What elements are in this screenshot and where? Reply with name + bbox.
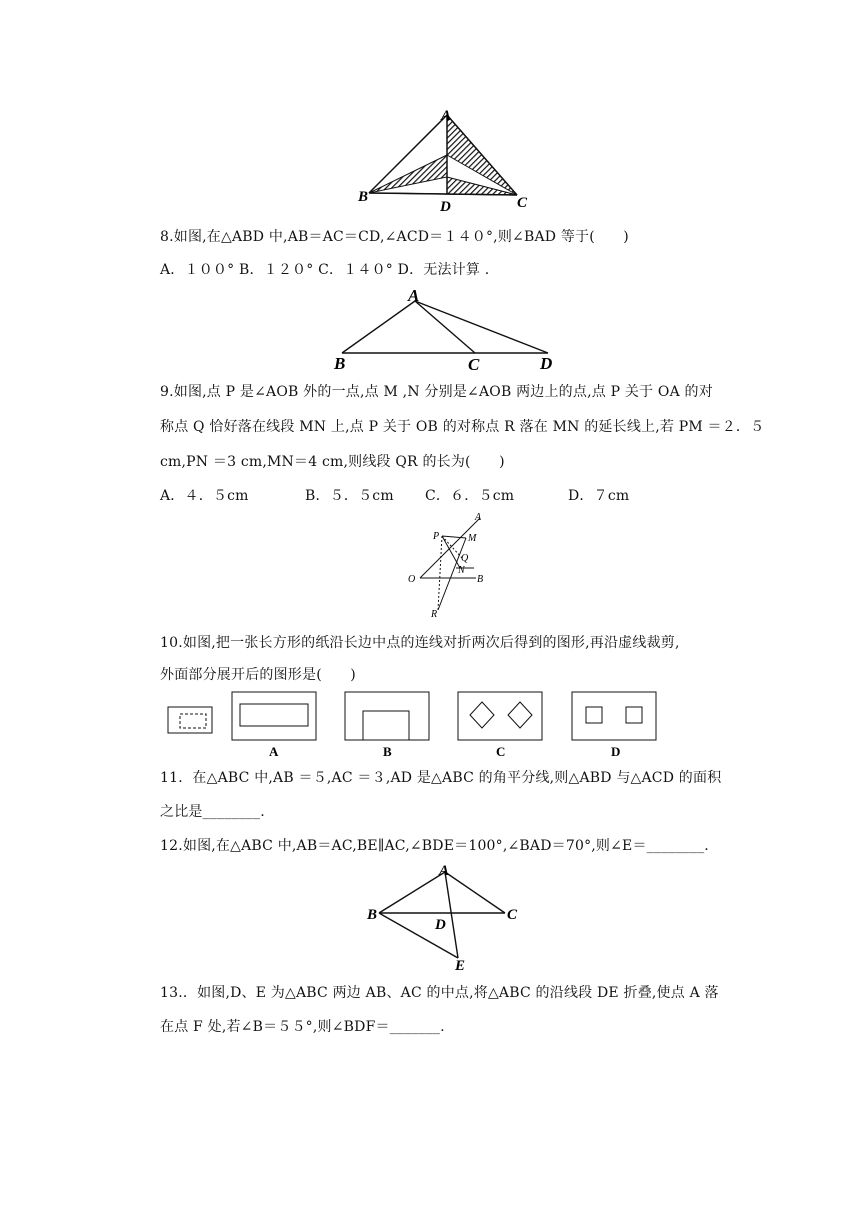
q9-line2: 称点 Q 恰好落在线段 MN 上,点 P 关于 OB 的对称点 R 落在 MN 的延长线上,若 PM ＝２．５ bbox=[160, 419, 765, 435]
fig1-label-d: D bbox=[440, 199, 451, 215]
q9-option-c: C．６．５cm bbox=[425, 488, 515, 504]
fig2-label-d: D bbox=[540, 354, 553, 373]
q12-stem: 12.如图,在△ABC 中,AB＝AC,BE∥AC,∠BDE＝100°,∠BAD＝70°,则∠E＝________. bbox=[160, 838, 709, 854]
fig2-label-a: A bbox=[408, 286, 420, 305]
option-c-label: C bbox=[496, 744, 506, 759]
q9-line1: 9.如图,点 P 是∠AOB 外的一点,点 M ,N 分别是∠AOB 两边上的点,点 P 关于 OA 的对 bbox=[160, 384, 713, 400]
fig3-label-p: P bbox=[433, 531, 440, 542]
fig5-label-c: C bbox=[507, 907, 518, 923]
option-d-label: D bbox=[611, 744, 621, 759]
fig5-label-a: A bbox=[439, 863, 450, 879]
q10-line2: 外面部分展开后的图形是( ) bbox=[160, 667, 356, 683]
fig2-label-c: C bbox=[468, 355, 480, 374]
folded-paper bbox=[168, 707, 212, 733]
option-c-figure bbox=[458, 692, 542, 740]
fig1-label-b: B bbox=[358, 189, 369, 205]
fig3-label-m: M bbox=[468, 533, 477, 544]
fig3-label-n: N bbox=[458, 565, 465, 576]
fig3-label-q: Q bbox=[461, 553, 469, 564]
q9-line3: cm,PN ＝3 cm,MN＝4 cm,则线段 QR 的长为( ) bbox=[160, 454, 505, 470]
q13-line2: 在点 F 处,若∠B＝５５°,则∠BDF＝_______. bbox=[160, 1019, 445, 1035]
fig2-label-b: B bbox=[334, 354, 346, 373]
fig5-label-d: D bbox=[435, 917, 446, 933]
fig1-label-a: A bbox=[441, 108, 452, 124]
option-b-figure bbox=[345, 692, 429, 740]
q9-option-a: A．４．５cm bbox=[160, 488, 249, 504]
fig3-label-a: A bbox=[475, 512, 482, 523]
fig3-label-b: B bbox=[477, 574, 484, 585]
q11-line2: 之比是________. bbox=[160, 804, 265, 820]
option-b-label: B bbox=[383, 744, 392, 759]
q8-stem: 8.如图,在△ABD 中,AB＝AC＝CD,∠ACD＝１４０°,则∠BAD 等于( ) bbox=[160, 229, 629, 245]
option-a-label: A bbox=[269, 744, 279, 759]
q8-options: A．１００° B．１２０° C．１４０° D．无法计算 . bbox=[160, 262, 490, 278]
figure-q8-triangle bbox=[330, 285, 570, 375]
option-a-figure bbox=[232, 692, 316, 740]
figure-q12-triangle bbox=[365, 860, 525, 972]
figure-q9-angle bbox=[400, 510, 500, 622]
figure-q10-options bbox=[160, 690, 660, 760]
figure-q7-triangle bbox=[355, 105, 535, 215]
fig3-label-o: O bbox=[408, 574, 416, 585]
q11-line1: 11．在△ABC 中,AB ＝５,AC ＝３,AD 是△ABC 的角平分线,则△ABD 与△ACD 的面积 bbox=[160, 770, 722, 786]
fig1-label-c: C bbox=[517, 195, 528, 211]
fig5-label-b: B bbox=[367, 907, 378, 923]
q13-line1: 13.．如图,D、E 为△ABC 两边 AB、AC 的中点,将△ABC 的沿线段 DE 折叠,使点 A 落 bbox=[160, 985, 719, 1001]
q9-option-d: D．７cm bbox=[568, 488, 630, 504]
fig3-label-r: R bbox=[431, 609, 438, 620]
q9-option-b: B．５．５cm bbox=[305, 488, 394, 504]
option-d-figure bbox=[572, 692, 656, 740]
fig5-label-e: E bbox=[455, 958, 466, 974]
q10-line1: 10.如图,把一张长方形的纸沿长边中点的连线对折两次后得到的图形,再沿虚线裁剪, bbox=[160, 635, 680, 651]
